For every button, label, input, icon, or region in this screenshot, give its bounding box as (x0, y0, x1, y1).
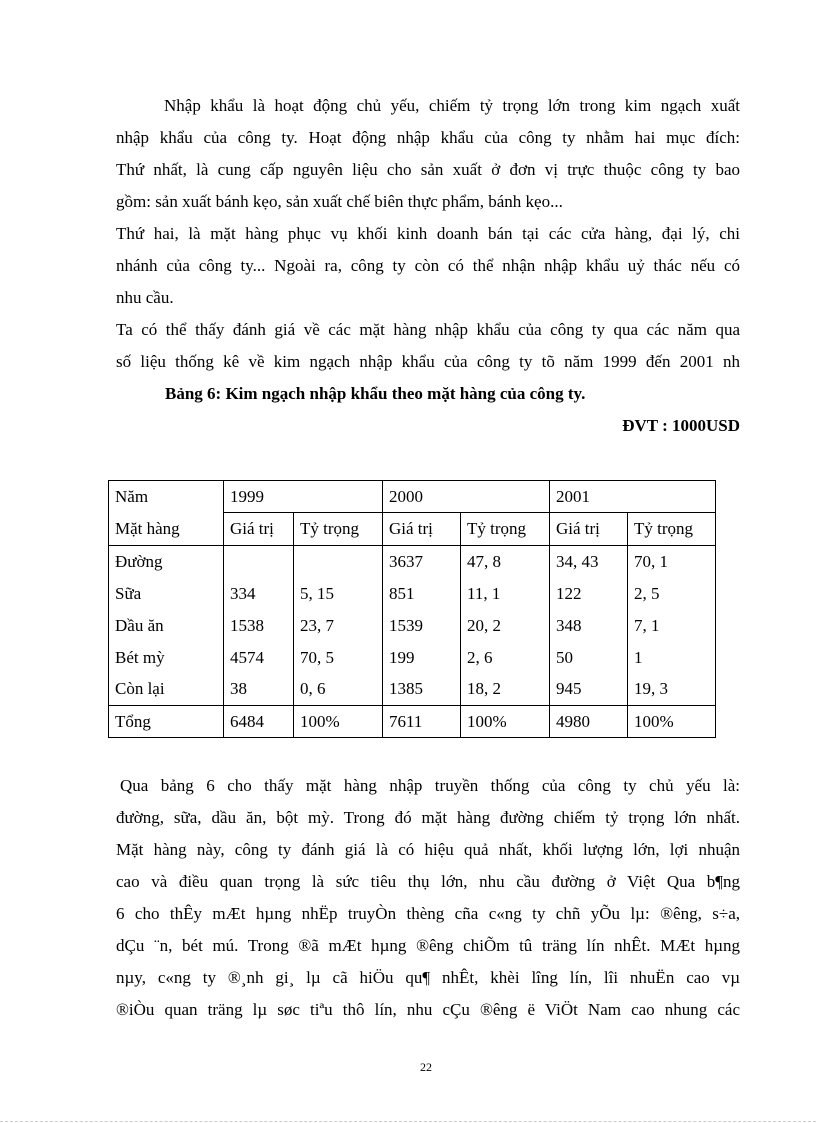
text-line: Mặt hàng này, công ty đánh giá là có hiệu quả nhất, khối lượng lớn, lợi nhuận (116, 840, 740, 859)
paragraph-purpose-two (116, 218, 740, 314)
text-line: nhập khẩu của công ty. Hoạt động nhập khẩu của công ty nhằm hai mục đích: (116, 128, 740, 147)
table-row (109, 674, 716, 706)
text-line: số liệu thống kê về kim ngạch nhập khẩu của công ty tõ năm 1999 đến 2001 nh (116, 352, 740, 371)
table-cell: 4574 (224, 642, 294, 674)
import-table (108, 480, 716, 738)
header-value: Giá trị (224, 513, 294, 546)
header-year: 2001 (550, 481, 716, 513)
header-year: 2000 (383, 481, 550, 513)
text-line: Nhập khẩu là hoạt động chủ yếu, chiếm tỷ trọng lớn trong kim ngạch xuất (164, 96, 740, 115)
table-cell: 945 (550, 674, 628, 706)
row-label: Sữa (109, 578, 224, 610)
text-line: ®iÒu quan träng lµ søc tiªu thô lín, nhu cÇu ®êng ë ViÖt Nam cao nhung các (116, 1000, 740, 1019)
header-value: Giá trị (383, 513, 461, 546)
header-share: Tỷ trọng (294, 513, 383, 546)
text-line: 6 cho thÊy mÆt hµng nhËp truyÒn thèng cña c«ng ty chñ yÕu lµ: ®êng, s÷a, (116, 904, 740, 923)
table-cell: 50 (550, 642, 628, 674)
header-value: Giá trị (550, 513, 628, 546)
table-cell: 851 (383, 578, 461, 610)
header-share: Tỷ trọng (628, 513, 716, 546)
paragraph-purpose-one (116, 154, 740, 218)
row-label: Dầu ăn (109, 610, 224, 642)
text-line: nµy, c«ng ty ®¸nh gi¸ lµ cã hiÖu qu¶ nhÊt, khèi lîng lín, lîi nhuËn cao vµ (116, 968, 740, 987)
header-year-label: Năm (109, 481, 224, 513)
table-cell: 122 (550, 578, 628, 610)
table-cell: 2, 5 (628, 578, 716, 610)
table-cell: 3637 (383, 546, 461, 578)
row-label: Còn lại (109, 674, 224, 706)
text-line: gồm: sản xuất bánh kẹo, sản xuất chế biên thực phẩm, bánh kẹo... (116, 192, 563, 211)
text-line: nhánh của công ty... Ngoài ra, công ty còn có thể nhận nhập khẩu uỷ thác nếu có (116, 256, 740, 275)
table-cell: 1539 (383, 610, 461, 642)
unit-label: ĐVT : 1000USD (622, 416, 740, 435)
text-line: dÇu ¨n, bét mú. Trong ®ã mÆt hµng ®êng chiÕm tû träng lín nhÊt. MÆt hµng (116, 936, 740, 955)
table-cell: 7611 (383, 706, 461, 738)
table-cell: 0, 6 (294, 674, 383, 706)
table-cell (294, 546, 383, 578)
paragraph-analysis (116, 770, 740, 1026)
table-cell: 1385 (383, 674, 461, 706)
table-cell: 70, 1 (628, 546, 716, 578)
table-cell: 4980 (550, 706, 628, 738)
table-cell: 100% (628, 706, 716, 738)
table-row (109, 642, 716, 674)
table-cell: 19, 3 (628, 674, 716, 706)
row-label: Đường (109, 546, 224, 578)
table-caption: Bảng 6: Kim ngạch nhập khẩu theo mặt hàng của công ty. (165, 384, 586, 403)
paragraph-intro (116, 90, 740, 154)
table-cell: 70, 5 (294, 642, 383, 674)
table-cell: 11, 1 (461, 578, 550, 610)
table-cell: 18, 2 (461, 674, 550, 706)
table-cell: 6484 (224, 706, 294, 738)
text-line: Thứ nhất, là cung cấp nguyên liệu cho sản xuất ở đơn vị trực thuộc công ty bao (116, 160, 740, 179)
page-number: 22 (420, 1060, 432, 1074)
table-cell: 20, 2 (461, 610, 550, 642)
text-line: Ta có thể thấy đánh giá về các mặt hàng nhập khẩu của công ty qua các năm qua (116, 320, 740, 339)
table-cell: 34, 43 (550, 546, 628, 578)
table-cell: 100% (294, 706, 383, 738)
table-total-row (109, 706, 716, 738)
header-item-label: Mặt hàng (109, 513, 224, 546)
text-line: nhu cầu. (116, 288, 174, 307)
header-share: Tỷ trọng (461, 513, 550, 546)
row-label: Tổng (109, 706, 224, 738)
table-cell: 1538 (224, 610, 294, 642)
page-bottom-divider (0, 1121, 816, 1122)
table-cell: 47, 8 (461, 546, 550, 578)
table-cell: 38 (224, 674, 294, 706)
table-cell: 334 (224, 578, 294, 610)
table-cell: 1 (628, 642, 716, 674)
table-row (109, 610, 716, 642)
text-line: Thứ hai, là mặt hàng phục vụ khối kinh doanh bán tại các cửa hàng, đại lý, chi (116, 224, 740, 243)
paragraph-table-intro (116, 314, 740, 378)
table-header-row-columns (109, 513, 716, 546)
table-header-row-years (109, 481, 716, 513)
header-year: 1999 (224, 481, 383, 513)
table-row (109, 546, 716, 578)
table-cell: 100% (461, 706, 550, 738)
text-line: Qua bảng 6 cho thấy mặt hàng nhập truyền thống của công ty chủ yếu là: (120, 776, 740, 795)
text-line: đường, sữa, dầu ăn, bột mỳ. Trong đó mặt hàng đường chiếm tỷ trọng lớn nhất. (116, 808, 740, 827)
text-line: cao và điều quan trọng là sức tiêu thụ lớn, nhu cầu đường ở Việt Qua b¶ng (116, 872, 740, 891)
row-label: Bét mỳ (109, 642, 224, 674)
table-cell: 7, 1 (628, 610, 716, 642)
table-row (109, 578, 716, 610)
table-cell: 348 (550, 610, 628, 642)
table-cell (224, 546, 294, 578)
table-cell: 5, 15 (294, 578, 383, 610)
table-cell: 23, 7 (294, 610, 383, 642)
table-cell: 199 (383, 642, 461, 674)
table-cell: 2, 6 (461, 642, 550, 674)
